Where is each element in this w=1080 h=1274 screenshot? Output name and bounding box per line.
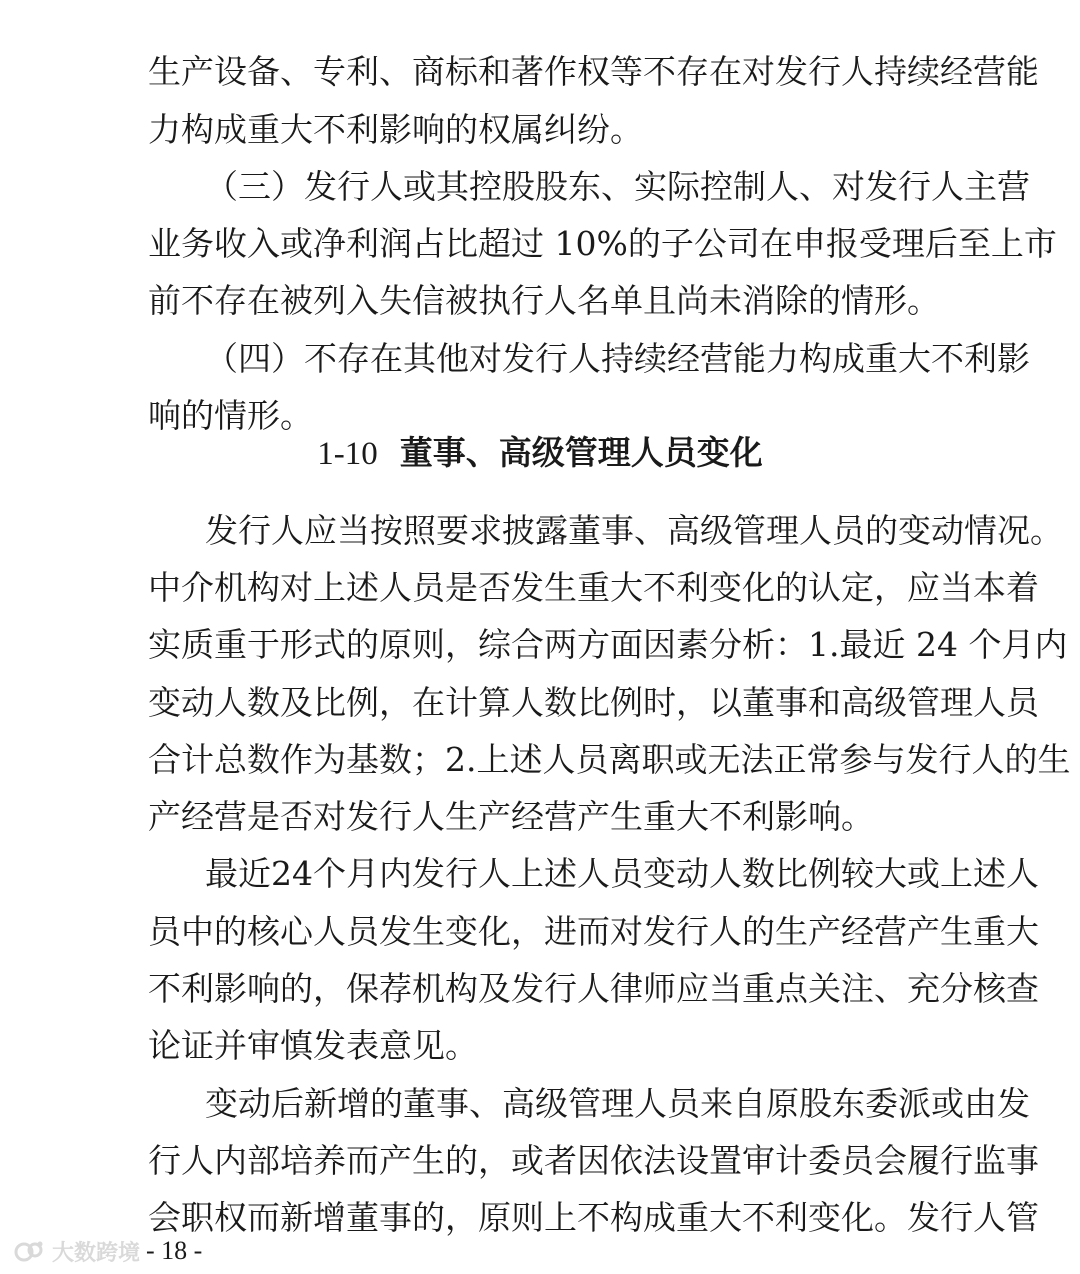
body-line: 前不存在被列入失信被执行人名单且尚未消除的情形。 xyxy=(148,281,940,320)
body-line: 论证并审慎发表意见。 xyxy=(148,1026,478,1065)
body-line: 实质重于形式的原则，综合两方面因素分析：1.最近 24 个月内 xyxy=(148,625,1068,664)
body-line: 员中的核心人员发生变化，进而对发行人的生产经营产生重大 xyxy=(148,912,1039,951)
body-line: 最近24个月内发行人上述人员变动人数比例较大或上述人 xyxy=(205,854,1039,893)
section-heading xyxy=(0,433,1080,474)
body-line: 中介机构对上述人员是否发生重大不利变化的认定，应当本着 xyxy=(148,568,1039,607)
body-line: 生产设备、专利、商标和著作权等不存在对发行人持续经营能 xyxy=(148,52,1039,91)
body-line: 产经营是否对发行人生产经营产生重大不利影响。 xyxy=(148,797,874,836)
body-line: 业务收入或净利润占比超过 10%的子公司在申报受理后至上市 xyxy=(148,224,1057,263)
body-line: 发行人应当按照要求披露董事、高级管理人员的变动情况。 xyxy=(205,511,1063,550)
watermark-text: 大数跨境 xyxy=(52,1241,141,1266)
body-line: 合计总数作为基数；2.上述人员离职或无法正常参与发行人的生 xyxy=(148,740,1071,779)
watermark-logo-icon xyxy=(14,1238,44,1266)
body-line: （三）发行人或其控股股东、实际控制人、对发行人主营 xyxy=(205,167,1030,206)
body-line: 变动人数及比例，在计算人数比例时，以董事和高级管理人员 xyxy=(148,683,1039,722)
body-line: 行人内部培养而产生的，或者因依法设置审计委员会履行监事 xyxy=(148,1141,1039,1180)
body-line: 会职权而新增董事的，原则上不构成重大不利变化。发行人管 xyxy=(148,1198,1039,1237)
body-line: 响的情形。 xyxy=(148,396,313,435)
section-number: 1-10 xyxy=(317,436,378,472)
body-line: 力构成重大不利影响的权属纠纷。 xyxy=(148,110,643,149)
watermark xyxy=(14,1236,140,1267)
page-footer xyxy=(0,1232,1080,1272)
body-line: （四）不存在其他对发行人持续经营能力构成重大不利影 xyxy=(205,339,1030,378)
body-line: 变动后新增的董事、高级管理人员来自原股东委派或由发 xyxy=(205,1084,1030,1123)
body-line: 不利影响的，保荐机构及发行人律师应当重点关注、充分核查 xyxy=(148,969,1039,1008)
section-title: 董事、高级管理人员变化 xyxy=(399,433,763,472)
page-number: - 18 - xyxy=(146,1236,203,1265)
